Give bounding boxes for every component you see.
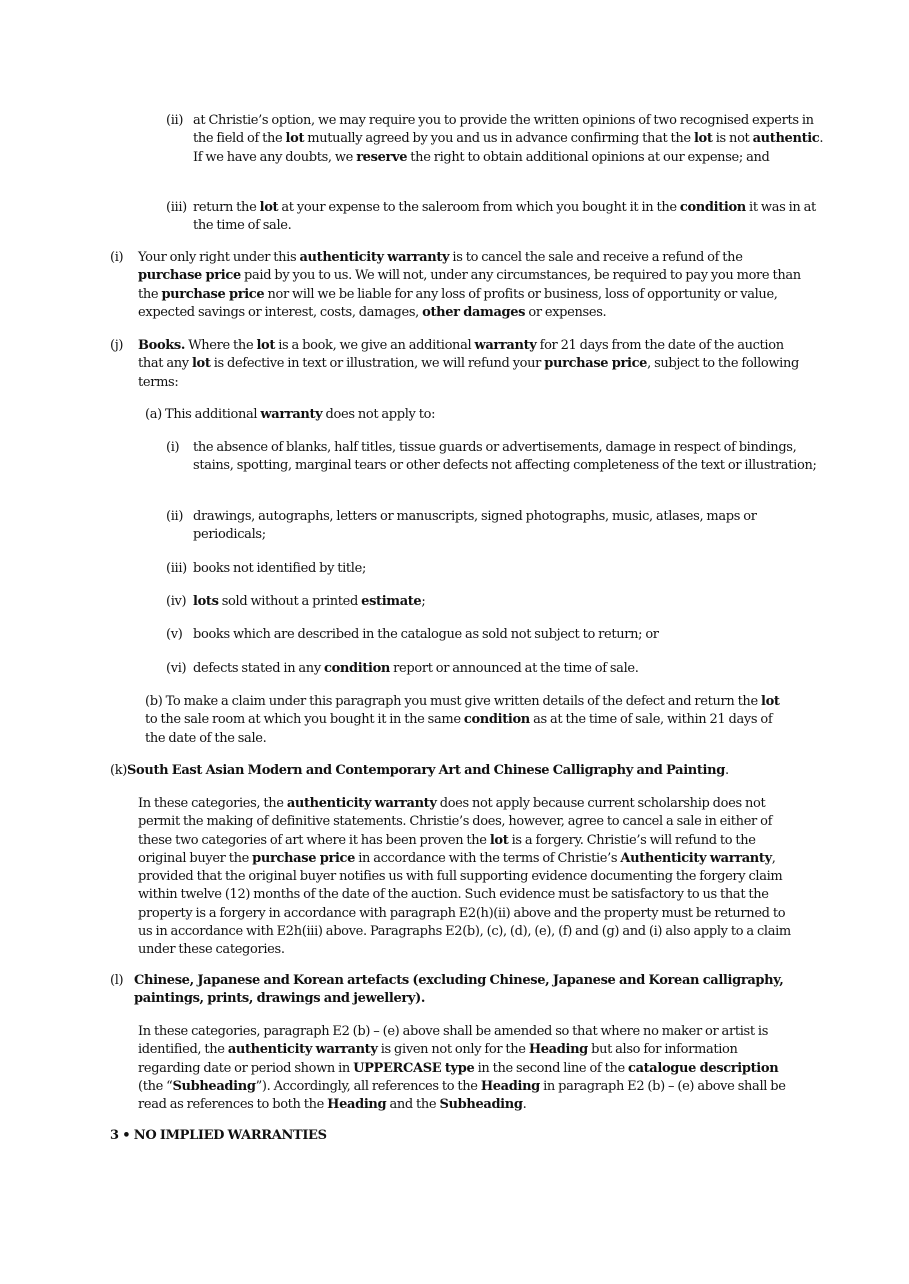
defined-term: purchase price: [252, 850, 356, 866]
item-marker: (i): [166, 440, 180, 455]
text-run: ;: [421, 594, 426, 609]
text-run: is to cancel the sale and receive a refund of the: [449, 250, 743, 265]
defined-term: lot: [285, 131, 305, 147]
e2j-a-intro: [145, 406, 795, 424]
e2l-body: [138, 1023, 802, 1114]
text-run: does not apply to:: [322, 407, 436, 422]
text-run: in accordance with the terms of Christie’s: [355, 850, 621, 866]
text-run: defects stated in any: [193, 661, 325, 676]
text-run: books not identified by title;: [193, 561, 366, 576]
text-run: or expenses.: [525, 304, 607, 320]
item-marker: (iii): [166, 561, 187, 576]
item-marker: (v): [166, 627, 183, 642]
text-run: in the second line of the: [474, 1060, 628, 1076]
text-run: , provided that the original buyer notifies us with full supporting evidence documenting the forgery claim within twelve (12) months of the date of the auction. Such evidence must be satisfactory to us that the property is a forgery in accordance with paragraph E2(h)(ii) above and the property must be returned to us in accordance with E2h(iii) above. Paragraphs E2(b), (c), (d), (e), (f) and (g) and (i) also apply to a claim under these categories.: [138, 850, 791, 958]
e2j-a-v-text: [193, 626, 829, 644]
defined-term: warranty: [474, 338, 537, 353]
text-run: at your expense to the saleroom from which you bought it in the: [278, 200, 680, 215]
defined-term: authenticity warranty: [299, 250, 450, 265]
text-run: In these categories, paragraph E2 (b) – (e) above shall be amended so that where no maker or artist is identified, the: [138, 1024, 769, 1058]
defined-term: purchase price: [544, 356, 648, 372]
e2i-paragraph: [110, 249, 802, 322]
e2j-a-ii-text: [193, 508, 829, 545]
e2h-iii-item: [166, 199, 829, 236]
text-run: mutually agreed by you and us in advance confirming that the: [304, 131, 694, 147]
text-run: (a) This additional: [145, 407, 261, 422]
e2k-heading-row: [110, 762, 800, 780]
e2j-a-i-text: [193, 439, 829, 476]
text-run: to the sale room at which you bought it in the same: [145, 712, 464, 728]
text-run: paid by you to us. We will not, under any circumstances, be required to pay you more than the: [138, 268, 801, 302]
defined-term: other damages: [422, 304, 526, 320]
text-run: and the: [386, 1097, 440, 1113]
e2j-paragraph: [110, 337, 802, 392]
text-run: does not apply because current scholarship does not permit the making of definitive statements. Christie’s does, however, agree to cancel a sale in either of these two categories of art where it has been proven the: [138, 796, 773, 848]
text-run: .: [522, 1097, 527, 1113]
text-run: is given not only for the: [377, 1042, 529, 1058]
text-run: drawings, autographs, letters or manuscripts, signed photographs, music, atlases, maps or periodicals;: [193, 509, 757, 543]
item-marker: (j): [110, 338, 124, 353]
e2h-iii-text: [193, 199, 829, 236]
defined-term: catalogue description: [628, 1060, 779, 1076]
e2j-a-iv-item: [166, 593, 829, 611]
text-run: , subject to the following terms:: [138, 356, 799, 390]
text-run: In these categories, the: [138, 796, 287, 811]
text-run: the absence of blanks, half titles, tissue guards or advertisements, damage in respect of bindings, stains, spotting, marginal tears or other defects not affecting completeness of the text or illustration;: [193, 440, 817, 474]
text-run: nor will we be liable for any loss of profits or business, loss of opportunity or value, expected savings or interest, costs, damages,: [138, 286, 778, 320]
text-run: report or announced at the time of sale.: [390, 661, 639, 676]
defined-term: purchase price: [161, 286, 265, 302]
text-run: . If we have any doubts, we: [193, 131, 824, 165]
item-marker: (ii): [166, 113, 184, 128]
defined-term: authenticity warranty: [227, 1042, 378, 1058]
e2l-heading-row: [110, 972, 798, 1009]
item-marker: (vi): [166, 661, 187, 676]
text-run: but also for information regarding date or period shown in: [138, 1042, 738, 1076]
e2k-body: [138, 795, 802, 960]
defined-term: lot: [489, 832, 509, 848]
item-marker: (i): [110, 250, 124, 265]
item-marker: (iv): [166, 594, 187, 609]
text-run: ”). Accordingly, all references to the: [255, 1078, 481, 1094]
defined-term: authentic: [752, 131, 820, 147]
defined-term: lot: [693, 131, 713, 147]
text-run: sold without a printed: [218, 594, 362, 609]
text-run: Where the: [185, 338, 257, 353]
defined-term: lot: [256, 338, 276, 353]
text-run: as at the time of sale, within 21 days of the date of the sale.: [145, 712, 773, 746]
defined-term: condition: [463, 712, 530, 728]
e2j-a-text: [145, 406, 795, 424]
defined-term: condition: [324, 661, 390, 676]
defined-term: estimate: [361, 594, 422, 609]
e2j-a-vi-item: [166, 660, 829, 678]
text-run: is defective in text or illustration, we will refund your: [210, 356, 545, 372]
item-marker: (l): [110, 973, 124, 988]
item-marker: (ii): [166, 509, 184, 524]
e2j-a-vi-text: [193, 660, 829, 678]
defined-term: Subheading: [172, 1078, 256, 1094]
defined-term: lot: [259, 200, 279, 215]
e2j-a-v-item: [166, 626, 829, 644]
text-run: is a forgery. Christie’s will refund to the original buyer the: [138, 832, 756, 866]
item-marker: (iii): [166, 200, 187, 215]
e2j-text: [138, 337, 802, 392]
defined-term: Books.: [138, 338, 186, 353]
e2j-a-ii-item: [166, 508, 829, 545]
defined-term: UPPERCASE type: [353, 1060, 475, 1076]
defined-term: Subheading: [439, 1097, 523, 1113]
defined-term: condition: [679, 200, 746, 215]
defined-term: warranty: [260, 407, 323, 422]
text-run: return the: [193, 200, 260, 215]
defined-term: Heading: [528, 1042, 588, 1058]
defined-term: Heading: [327, 1097, 387, 1113]
defined-term: lot: [761, 694, 780, 709]
e2k-body-text: [138, 795, 802, 960]
e2i-text: [138, 249, 802, 322]
text-run: is a book, we give an additional: [275, 338, 475, 353]
text-run: it was in at the time of sale.: [193, 200, 816, 234]
text-run: for 21 days from the date of the auction that any: [138, 338, 784, 372]
e2j-b-paragraph: [145, 693, 795, 748]
defined-term: lots: [193, 594, 219, 609]
e2j-a-i-item: [166, 439, 829, 476]
e2j-a-iii-item: [166, 560, 829, 578]
e2j-a-iv-text: [193, 593, 829, 611]
text-run: is not: [712, 131, 753, 147]
text-run: (b) To make a claim under this paragraph you must give written details of the defect and return the: [145, 694, 761, 709]
e2j-a-iii-text: [193, 560, 829, 578]
e2k-heading-suffix: .: [724, 763, 729, 778]
e2l-heading: Chinese, Japanese and Korean artefacts (excluding Chinese, Japanese and Korean calligraphy, paintings, prints, drawings and jewellery).: [134, 973, 784, 1007]
item-marker: (k): [110, 763, 127, 778]
text-run: in paragraph E2 (b) – (e) above shall be read as references to both the: [138, 1078, 786, 1113]
defined-term: Authenticity warranty: [620, 850, 772, 866]
text-run: at Christie’s option, we may require you to provide the written opinions of two recognised experts in the field of the: [193, 113, 814, 147]
e2h-ii-text: [193, 112, 829, 167]
e2h-ii-item: [166, 112, 829, 167]
section-3-heading: 3 • NO IMPLIED WARRANTIES: [110, 1128, 327, 1143]
defined-term: purchase price: [138, 268, 241, 284]
defined-term: Heading: [480, 1078, 540, 1094]
text-run: the right to obtain additional opinions at our expense; and: [407, 149, 770, 165]
text-run: Your only right under this: [138, 250, 300, 265]
text-run: (the “: [138, 1078, 173, 1094]
defined-term: authenticity warranty: [286, 796, 437, 811]
e2j-b-text: [145, 693, 795, 748]
e2l-body-text: [138, 1023, 802, 1114]
text-run: books which are described in the catalogue as sold not subject to return; or: [193, 627, 659, 642]
e2k-heading: South East Asian Modern and Contemporary Art and Chinese Calligraphy and Painting: [126, 763, 725, 778]
defined-term: reserve: [356, 149, 408, 165]
defined-term: lot: [191, 356, 211, 372]
